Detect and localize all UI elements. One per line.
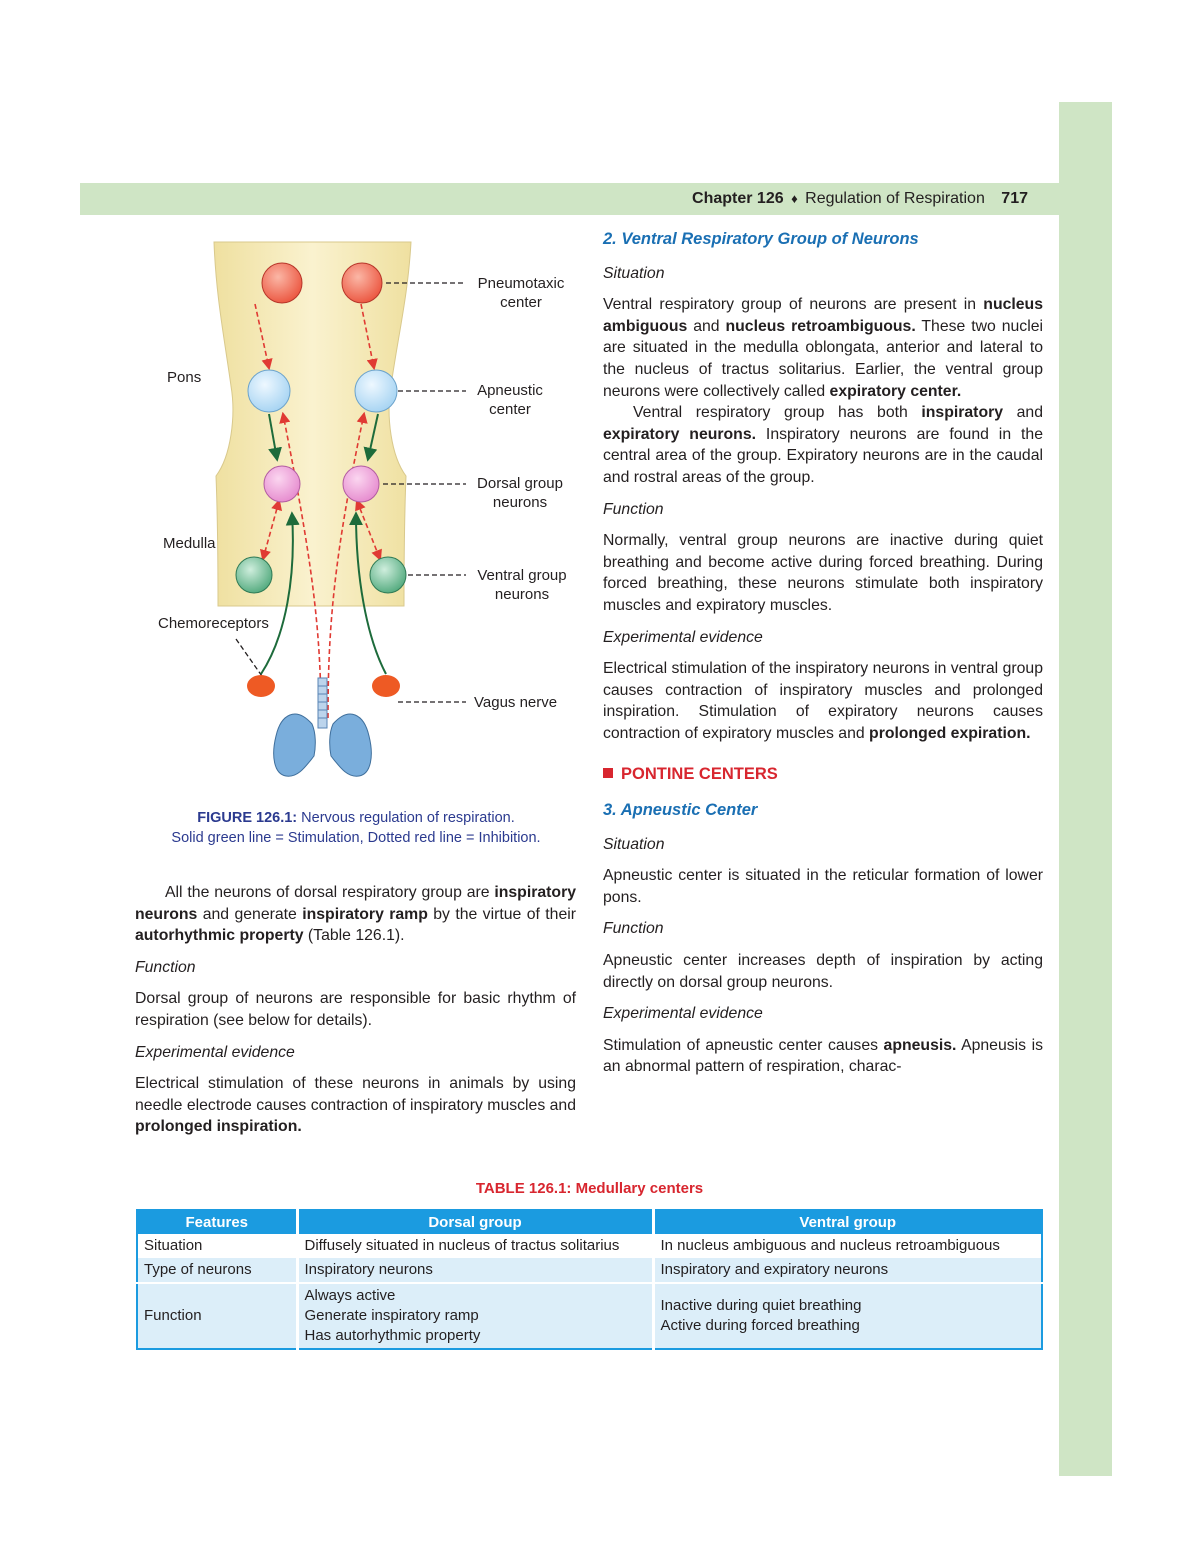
function-subheading-3: Function	[603, 920, 664, 938]
page-edge-strip	[1059, 102, 1112, 1476]
table-header-features: Features	[137, 1210, 297, 1234]
table-row	[137, 1234, 1042, 1258]
medullary-centers-table	[136, 1209, 1043, 1350]
table-title: TABLE 126.1: Medullary centers	[475, 1180, 704, 1197]
table-header-row	[137, 1210, 1042, 1234]
respiration-regulation-diagram	[136, 236, 576, 796]
table-cell-dorsal: Diffusely situated in nucleus of tractus solitarius	[297, 1234, 653, 1258]
chapter-title: Regulation of Respiration	[805, 190, 985, 207]
table-cell-dorsal: Always active Generate inspiratory ramp Has autorhythmic property	[297, 1283, 653, 1349]
label-pneumotaxic-1: Pneumotaxic	[477, 275, 565, 292]
label-ventral-1: Ventral group	[477, 567, 567, 584]
chemoreceptor-left	[247, 675, 275, 697]
label-ventral-2: neurons	[494, 586, 550, 603]
chemoreceptor-right	[372, 675, 400, 697]
ventral-evidence-paragraph: Electrical stimulation of the inspiratory neurons in ventral group causes contraction of inspiratory muscles and prolonged inspiration. Stimulation of expiratory neurons causes contraction of expiratory muscles and prolonged expiration.	[603, 660, 1043, 742]
table-cell-feature: Function	[137, 1283, 297, 1349]
evidence-subheading-3: Experimental evidence	[603, 1005, 763, 1023]
table-cell-feature: Situation	[137, 1234, 297, 1258]
caption-legend: Solid green line = Stimulation, Dotted red line = Inhibition.	[171, 830, 541, 846]
dorsal-intro-paragraph: All the neurons of dorsal respiratory group are inspiratory neurons and generate inspiratory ramp by the virtue of their autorhythmic property (Table 126.1).	[135, 884, 576, 945]
ventral-situation-paragraph: Ventral respiratory group of neurons are present in nucleus ambiguous and nucleus retroambiguous. These two nuclei are situated in the medulla oblongata, anterior and lateral to the nucleus of tractus solitarius. Earlier, the ventral group neurons were collectively called expiratory center.	[603, 296, 1044, 400]
table-cell-ventral: Inactive during quiet breathing Active during forced breathing	[653, 1283, 1042, 1349]
label-pneumotaxic-2: center	[500, 294, 542, 311]
label-apneustic-2: center	[489, 401, 531, 418]
function-subheading: Function	[135, 958, 196, 976]
brainstem-shape	[214, 242, 411, 606]
table-cell-dorsal: Inspiratory neurons	[297, 1258, 653, 1283]
label-medulla: Medulla	[163, 535, 216, 552]
dorsal-function-paragraph: Dorsal group of neurons are responsible for basic rhythm of respiration (see below for details).	[135, 990, 576, 1029]
square-bullet-icon	[603, 768, 613, 778]
ventral-group-heading: 2. Ventral Respiratory Group of Neurons	[603, 230, 919, 248]
apneustic-center-left	[248, 370, 290, 412]
diamond-icon: ♦	[791, 191, 798, 206]
right-column	[603, 229, 1043, 1078]
chapter-number: Chapter 126	[692, 190, 784, 207]
caption-label: FIGURE 126.1:	[197, 810, 298, 826]
running-header	[692, 186, 1028, 212]
evidence-subheading: Experimental evidence	[135, 1043, 295, 1061]
pneumotaxic-center-right	[342, 263, 382, 303]
ventral-function-paragraph: Normally, ventral group neurons are inactive during quiet breathing and become active during forced breathing. During forced breathing, these neurons stimulate both inspiratory muscles and expiratory muscles.	[603, 532, 1043, 614]
ventral-neurons-paragraph: Ventral respiratory group has both inspiratory and expiratory neurons. Inspiratory neurons are found in the central area of the group. Expiratory neurons are in the caudal and rostral areas of the group.	[603, 404, 1043, 486]
ventral-group-left	[236, 557, 272, 593]
left-column	[135, 882, 576, 1138]
apneustic-function-paragraph: Apneustic center increases depth of inspiration by acting directly on dorsal group neurons.	[603, 952, 1043, 991]
apneustic-evidence-paragraph: Stimulation of apneustic center causes apneusis. Apneusis is an abnormal pattern of respiration, charac-	[603, 1036, 1043, 1076]
pontine-centers-heading: PONTINE CENTERS	[603, 764, 1043, 786]
lung-right	[330, 714, 372, 776]
table-cell-ventral: In nucleus ambiguous and nucleus retroambiguous	[653, 1234, 1042, 1258]
ventral-group-right	[370, 557, 406, 593]
lung-left	[274, 714, 316, 776]
table-row	[137, 1258, 1042, 1283]
label-chemoreceptors: Chemoreceptors	[158, 615, 269, 632]
dorsal-group-left	[264, 466, 300, 502]
apneustic-center-heading: 3. Apneustic Center	[603, 801, 758, 820]
table-header-dorsal: Dorsal group	[297, 1210, 653, 1234]
label-dorsal-1: Dorsal group	[477, 475, 563, 492]
label-apneustic-1: Apneustic	[477, 382, 543, 399]
dorsal-evidence-paragraph: Electrical stimulation of these neurons in animals by using needle electrode causes contraction of inspiratory muscles and prolonged inspiration.	[135, 1075, 576, 1136]
situation-subheading: Situation	[603, 264, 665, 282]
figure-caption	[136, 808, 576, 848]
apneustic-center-right	[355, 370, 397, 412]
caption-text: Nervous regulation of respiration.	[297, 810, 515, 826]
label-vagus: Vagus nerve	[474, 694, 558, 711]
function-subheading-2: Function	[603, 500, 664, 518]
label-dorsal-2: neurons	[492, 494, 548, 511]
table-header-ventral: Ventral group	[653, 1210, 1042, 1234]
page-number: 717	[1001, 190, 1028, 207]
table-cell-feature: Type of neurons	[137, 1258, 297, 1283]
apneustic-situation-paragraph: Apneustic center is situated in the reticular formation of lower pons.	[603, 867, 1043, 906]
dorsal-group-right	[343, 466, 379, 502]
situation-subheading-3: Situation	[603, 835, 665, 853]
evidence-subheading-2: Experimental evidence	[603, 628, 763, 646]
table-cell-ventral: Inspiratory and expiratory neurons	[653, 1258, 1042, 1283]
table-row	[137, 1283, 1042, 1349]
label-pons: Pons	[167, 369, 202, 386]
pneumotaxic-center-left	[262, 263, 302, 303]
